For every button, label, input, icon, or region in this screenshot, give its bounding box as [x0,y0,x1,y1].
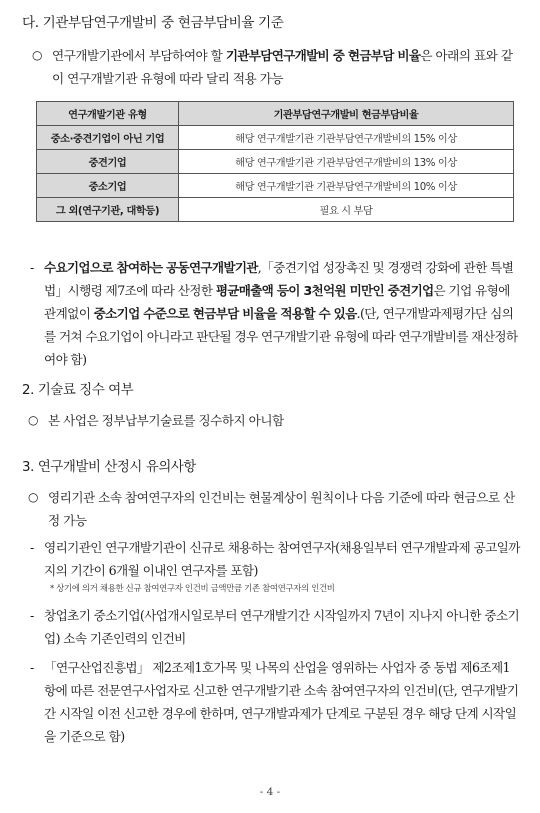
table-row [37,126,514,150]
circle-bullet: ○ [28,490,38,504]
footnote: * 상기에 의거 채용한 신규 참여연구자 인건비 금액만큼 기존 참여연구자의 인건비 [50,583,335,593]
dash-bullet: - [30,608,34,623]
demand-company-text: 수요기업으로 참여하는 공동연구개발기관,「중견기업 성장촉진 및 경쟁력 강화에 관한 특별법」시행령 제7조에 따라 산정한 평균매출액 등이 3천억원 미만인 중견기업은 기업 유형에 관계없이 중소기업 수준으로 현금부담 비율을 적용할 수 있음.(단, 연구개발과제평가단 심의를 거쳐 수요기업이 아니라고 판단될 경우 연구개발기관 유형에 따라 연구개발비를 재산정하여야 함) [44,260,518,367]
list-item-text: 영리기관인 연구개발기관이 신규로 채용하는 참여연구자(채용일부터 연구개발과제 공고일까지의 기간이 6개월 이내인 연구자를 포함) [44,540,520,578]
table-cell-type: 중견기업 [37,150,179,174]
table-header-type: 연구개발기관 유형 [37,102,179,126]
table-row [37,198,514,222]
circle-bullet: ○ [32,48,42,62]
table-cell-value: 해당 연구개발기관 기관부담연구개발비의 15% 이상 [179,126,514,150]
list-item-text: 「연구산업진흥법」 제2조제1호가목 및 나목의 산업을 영위하는 사업자 중 동법 제6조제1항에 따른 전문연구사업자로 신고한 연구개발기관 소속 참여연구자의 인건비(단, 연구개발기간 시작일 이전 신고한 경우에 한하며, 연구개발과제가 단계로 구분된 경우 해당 단계 시작일을 기준으로 함) [44,660,519,744]
section-3-heading: 3. 연구개발비 산정시 유의사항 [22,460,196,475]
intro-text: 연구개발기관에서 부담하여야 할 기관부담연구개발비 중 현금부담 비율은 아래의 표와 같이 연구개발기관 유형에 따라 달리 적용 가능 [52,48,513,86]
list-item [30,536,520,582]
section-2-heading: 2. 기술료 징수 여부 [22,383,134,398]
list-item [30,604,520,650]
table-row [37,150,514,174]
table-cell-type: 중소기업 [37,174,179,198]
royalty-paragraph [28,409,518,432]
circle-bullet: ○ [28,413,38,427]
page-number: - 4 - [259,786,281,798]
table-cell-type: 중소·중견기업이 아닌 기업 [37,126,179,150]
table-cell-value: 필요 시 부담 [179,198,514,222]
cost-intro-text: 영리기관 소속 참여연구자의 인건비는 현물계상이 원칙이나 다음 기준에 따라 현금으로 산정 가능 [48,490,515,528]
table-header-row [37,102,514,126]
royalty-text: 본 사업은 정부납부기술료를 징수하지 아니함 [48,413,284,428]
dash-bullet: - [30,660,34,675]
subheading: 다. 기관부담연구개발비 중 현금부담비율 기준 [22,15,284,31]
table-row [37,174,514,198]
dash-bullet: - [30,260,34,275]
cost-intro-paragraph [28,486,520,532]
table-cell-value: 해당 연구개발기관 기관부담연구개발비의 13% 이상 [179,150,514,174]
table-header-ratio: 기관부담연구개발비 현금부담비율 [179,102,514,126]
dash-bullet: - [30,540,34,555]
list-item-text: 창업초기 중소기업(사업개시일로부터 연구개발기간 시작일까지 7년이 지나지 아니한 중소기업) 소속 기존인력의 인건비 [44,608,520,646]
table-cell-value: 해당 연구개발기관 기관부담연구개발비의 10% 이상 [179,174,514,198]
intro-paragraph [32,44,520,90]
cash-ratio-table [36,101,514,222]
list-item [30,656,520,748]
table-cell-type: 그 외(연구기관, 대학등) [37,198,179,222]
demand-company-paragraph [30,256,520,371]
